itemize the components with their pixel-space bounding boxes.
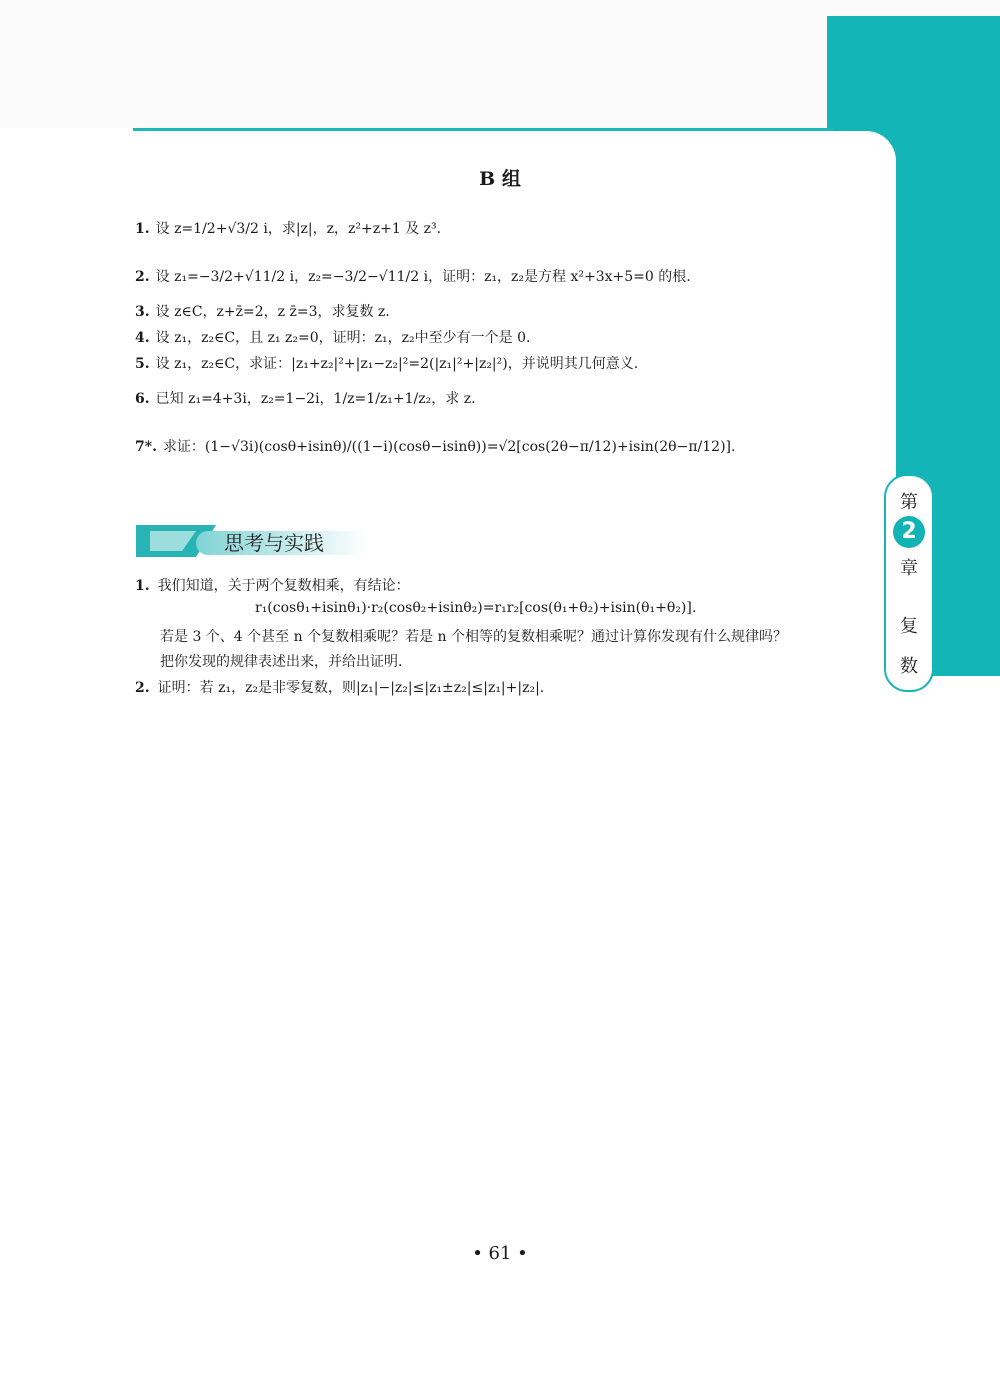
chapter-suffix: 章	[900, 558, 918, 579]
page-number: • 61 •	[472, 1243, 528, 1264]
chapter-name-1: 复	[900, 616, 918, 637]
exercise-2: 2. 设 z₁=−3/2+√11/2 i，z₂=−3/2−√11/2 i，证明：z₁，z₂是方程 x²+3x+5=0 的根.	[135, 269, 691, 285]
exercise-6: 6. 已知 z₁=4+3i，z₂=1−2i，1/z=1/z₁+1/z₂，求 z.	[135, 391, 476, 407]
practice-1-intro: 1. 我们知道，关于两个复数相乘，有结论：	[135, 578, 410, 594]
practice-1-question: 若是 3 个、4 个甚至 n 个复数相乘呢？若是 n 个相等的复数相乘呢？通过计算你发现有什么规律吗？	[160, 629, 787, 645]
exercise-7: 7*. 求证：(1−√3i)(cosθ+isinθ)/((1−i)(cosθ−isinθ))=√2[cos(2θ−π/12)+isin(2θ−π/12)].	[135, 439, 736, 455]
group-title: B 组	[479, 168, 521, 190]
exercise-3: 3. 设 z∈C，z+z̄=2，z z̄=3，求复数 z.	[135, 304, 390, 320]
practice-1-formula: r₁(cosθ₁+isinθ₁)·r₂(cosθ₂+isinθ₂)=r₁r₂[cos(θ₁+θ₂)+isin(θ₁+θ₂)].	[255, 600, 697, 616]
practice-2: 2. 证明：若 z₁，z₂是非零复数，则|z₁|−|z₂|≤|z₁±z₂|≤|z₁|+|z₂|.	[135, 680, 545, 696]
chapter-label	[884, 474, 934, 692]
think-practice-banner	[136, 521, 368, 559]
practice-1-instruction: 把你发现的规律表述出来，并给出证明.	[160, 654, 403, 670]
exercise-1: 1. 设 z=1/2+√3/2 i，求|z|，z，z²+z+1 及 z³.	[135, 221, 442, 237]
think-practice-title: 思考与实践	[224, 531, 324, 555]
exercise-5: 5. 设 z₁，z₂∈C，求证：|z₁+z₂|²+|z₁−z₂|²=2(|z₁|²+|z₂|²)，并说明其几何意义.	[135, 356, 639, 372]
chapter-name-2: 数	[900, 656, 918, 677]
chapter-prefix: 第	[900, 492, 918, 513]
exercise-4: 4. 设 z₁，z₂∈C，且 z₁ z₂=0，证明：z₁，z₂中至少有一个是 0.	[135, 330, 531, 346]
chapter-number: 2	[893, 516, 925, 548]
